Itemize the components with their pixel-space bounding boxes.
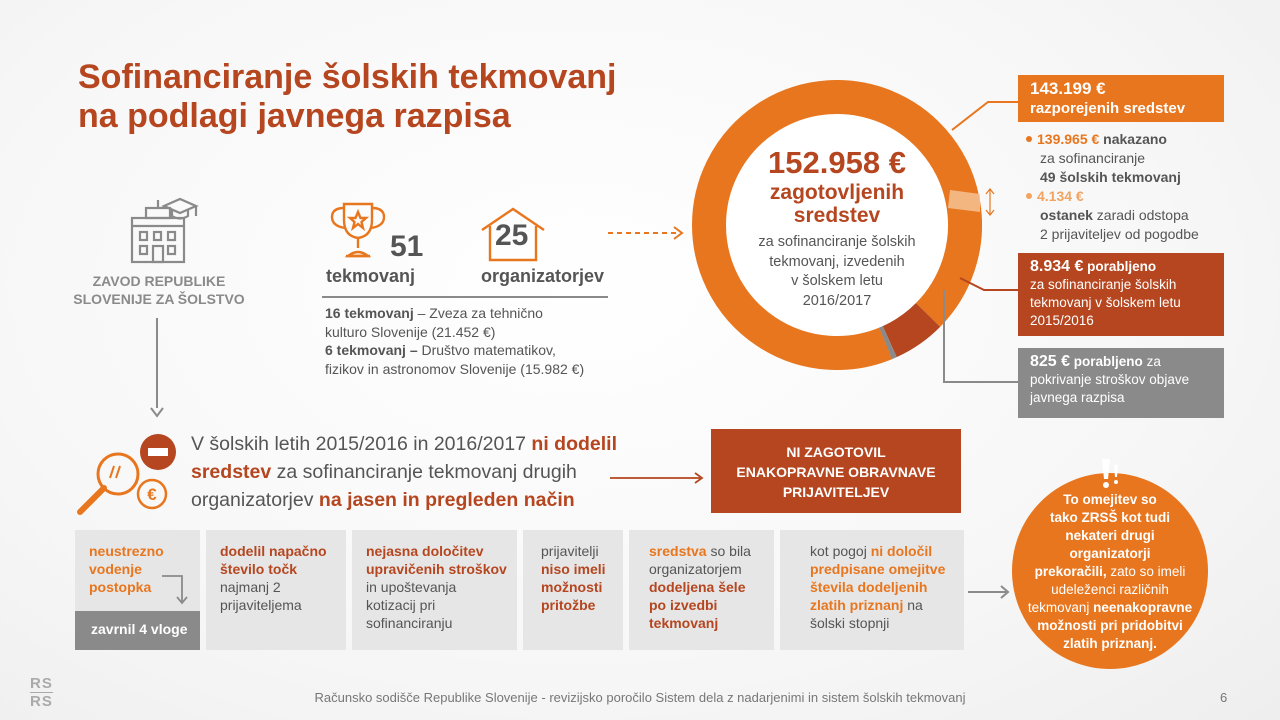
finding-cell-appeal: prijavitelji niso imeli možnosti pritožbe [523,530,623,650]
unequal-treatment-box: NI ZAGOTOVIL ENAKOPRAVNE OBRAVNAVE PRIJAVITELJEV [711,429,961,513]
arrow-down-icon [149,404,165,420]
used-2015-box: 8.934 € porabljeno za sofinanciranje šolskih tekmovanj v šolskem letu 2015/2016 [1018,253,1224,336]
flow-line [156,318,158,408]
connector-lines [930,90,1030,390]
consequence-circle: To omejitev so tako ZRSŠ kot tudi nekateri drugi organizatorji prekoračili, zato so imeli udeleženci različnih tekmovanj neenakopravne možnosti pri pridobitvi zlatih priznanj. [1012,473,1208,669]
school-building-icon [128,196,204,266]
arrow-right-icon [608,470,708,486]
arrow-right-gray-icon [966,584,1014,600]
dashed-arrow [606,225,688,241]
finding-cell-timing: sredstva so bila organizatorjem dodeljena šele po izvedbi tekmovanj [629,530,774,650]
remainder-note: 4.134 € ostanek zaradi odstopa 2 prijaviteljev od pogodbe [1026,187,1226,244]
competitions-number: 51 [390,230,424,263]
finding-cell-costs: nejasna določitev upravičenih stroškov in upoštevanja kotizacij pri sofinanciranju [352,530,517,650]
finding-cell-limit: kot pogoj ni določil predpisane omejitve števila dodeljenih zlatih priznanj na šolski stopnji [780,530,964,650]
page-title: Sofinanciranje šolskih tekmovanj na podlagi javnega razpisa [78,58,617,135]
magnifier-icon [80,454,138,512]
bullet-dot [1026,136,1032,142]
ring-segment-2 [886,342,890,344]
organizers-number: 25 [495,219,529,252]
bullet-dot [1026,193,1032,199]
ring-center: 152.958 € zagotovljenih sredstev za sofinanciranje šolskih tekmovanj, izvedenih v šolskem letu 2016/2017 [758,145,916,309]
exclamation-icon [1098,457,1122,491]
finding-statement: V šolskih letih 2015/2016 in 2016/2017 ni dodelil sredstev za sofinanciranje tekmovanj drugih organizatorjev na jasen in pregleden način [191,433,618,511]
finding-cell-procedure: neustrezno vodenje postopka [75,530,200,650]
minus-icon [140,434,176,470]
stats-note: 16 tekmovanj – Zveza za tehnično kulturo Slovenije (21.452 €) 6 tekmovanj – Društvo matematikov, fizikov in astronomov Slovenije (15.982 €) [325,305,585,377]
euro-icon [138,480,166,508]
footer-text: Računsko sodišče Republike Slovenije - revizijsko poročilo Sistem dela z nadarjenimi in sistem šolskih tekmovanj [314,690,966,705]
stats-divider [322,296,608,298]
arrow-bend-icon [160,572,194,608]
court-logo: RS RS [30,675,53,710]
audit-icons [70,426,190,526]
zavod-label: ZAVOD REPUBLIKE SLOVENIJE ZA ŠOLSTVO [73,273,245,307]
competitions-label: tekmovanj [326,266,416,286]
used-publish-box: 825 € porabljeno za pokrivanje stroškov objave javnega razpisa [1018,348,1224,418]
rejected-badge: zavrnil 4 vloge [75,611,200,650]
organizers-label: organizatorjev [481,266,605,286]
page-number: 6 [1220,690,1228,705]
paid-note: 139.965 € nakazano za sofinanciranje 49 šolskih tekmovanj [1026,130,1226,187]
allocated-box: 143.199 € razporejenih sredstev [1018,75,1224,122]
finding-cell-points: dodelil napačno število točk najmanj 2 prijaviteljema [206,530,346,650]
svg-text:€: € [147,485,157,504]
trophy-icon [326,198,390,264]
